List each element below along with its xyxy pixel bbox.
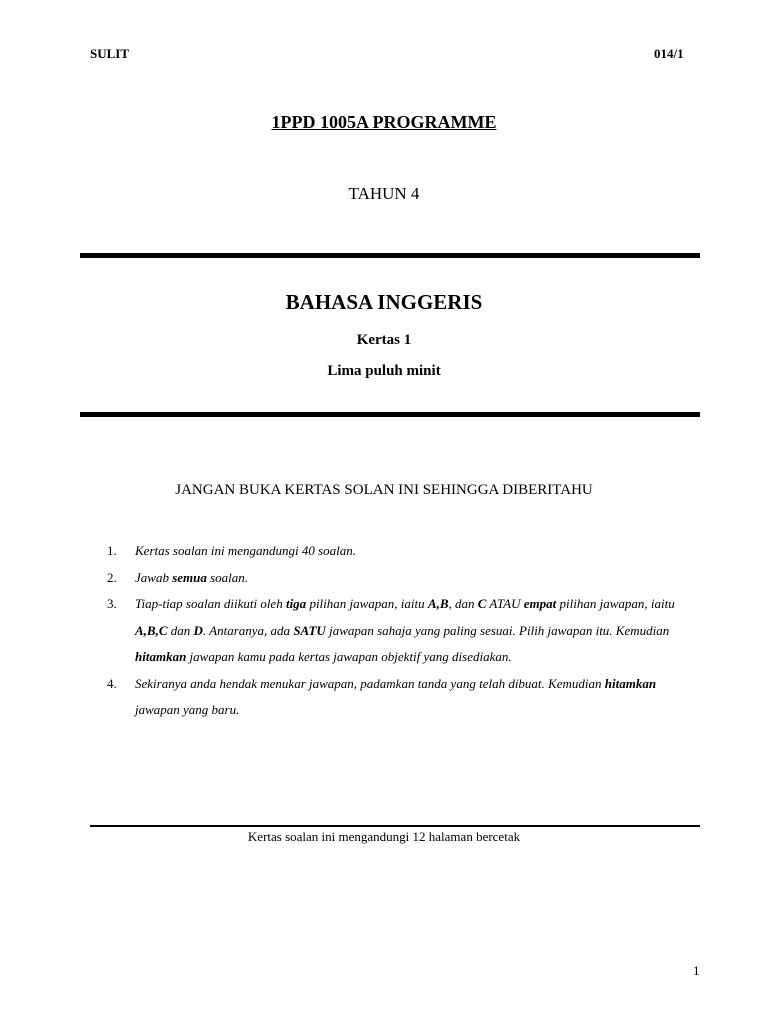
instruction-emphasis: hitamkan (135, 649, 187, 664)
subject-title: BAHASA INGGERIS (285, 290, 483, 314)
instruction-emphasis: D (193, 622, 203, 638)
instruction-number: 4. (107, 675, 117, 691)
instruction-emphasis: A,B (427, 596, 449, 611)
paper-number: Kertas 1 (356, 332, 412, 348)
instruction-text: Kertas soalan ini mengandungi 40 soalan. (135, 543, 357, 558)
instruction-emphasis: semua (172, 569, 207, 585)
instruction-text: jawapan yang baru. (135, 702, 240, 717)
bottom-thick-divider (80, 412, 700, 417)
instruction-emphasis: SATU (293, 622, 326, 638)
instruction-text: ATAU (486, 596, 524, 611)
paper-code: 014/1 (654, 46, 684, 61)
instruction-text: dan (167, 622, 194, 638)
instruction-text: pilihan jawapan, iaitu (556, 596, 675, 611)
instruction-text: Jawab (135, 569, 173, 585)
instruction-number: 1. (107, 543, 117, 558)
instruction-number: 3. (107, 596, 117, 611)
top-thick-divider (80, 253, 700, 258)
do-not-open-warning: JANGAN BUKA KERTAS SOLAN INI SEHINGGA DIBERITAHU (175, 482, 593, 498)
instruction-emphasis: A,B,C (135, 622, 168, 638)
instruction-text: . Antaranya, ada (202, 622, 294, 638)
printed-pages-note: Kertas soalan ini mengandungi 12 halaman bercetak (247, 829, 521, 844)
year-label: TAHUN 4 (348, 184, 420, 203)
instruction-text: jawapan kamu pada kertas jawapan objektif yang disediakan. (186, 649, 512, 664)
instruction-number: 2. (107, 569, 117, 585)
instruction-text: Sekiranya anda hendak menukar jawapan, padamkan tanda yang telah dibuat. Kemudian (135, 675, 605, 691)
instruction-text: jawapan sahaja yang paling sesuai. Pilih jawapan itu. Kemudian (325, 622, 670, 638)
exam-duration: Lima puluh minit (327, 363, 441, 379)
instruction-item (107, 565, 702, 592)
programme-title: 1PPD 1005A PROGRAMME (271, 112, 497, 132)
instruction-emphasis: empat (523, 596, 557, 611)
instruction-item (107, 591, 702, 671)
instruction-list (107, 538, 702, 724)
instruction-emphasis: hitamkan (604, 675, 657, 691)
instruction-emphasis: C (477, 596, 487, 611)
instruction-text: soalan. (206, 569, 249, 585)
instruction-emphasis: tiga (285, 596, 307, 611)
instruction-text: , dan (448, 596, 478, 611)
instruction-item (107, 538, 702, 565)
page-number: 1 (693, 963, 700, 978)
instruction-item (107, 671, 702, 724)
footer-divider (90, 825, 700, 827)
confidential-label: SULIT (90, 46, 130, 61)
instruction-text: Tiap-tiap soalan diikuti oleh (135, 596, 286, 611)
instruction-text: pilihan jawapan, iaitu (306, 596, 428, 611)
